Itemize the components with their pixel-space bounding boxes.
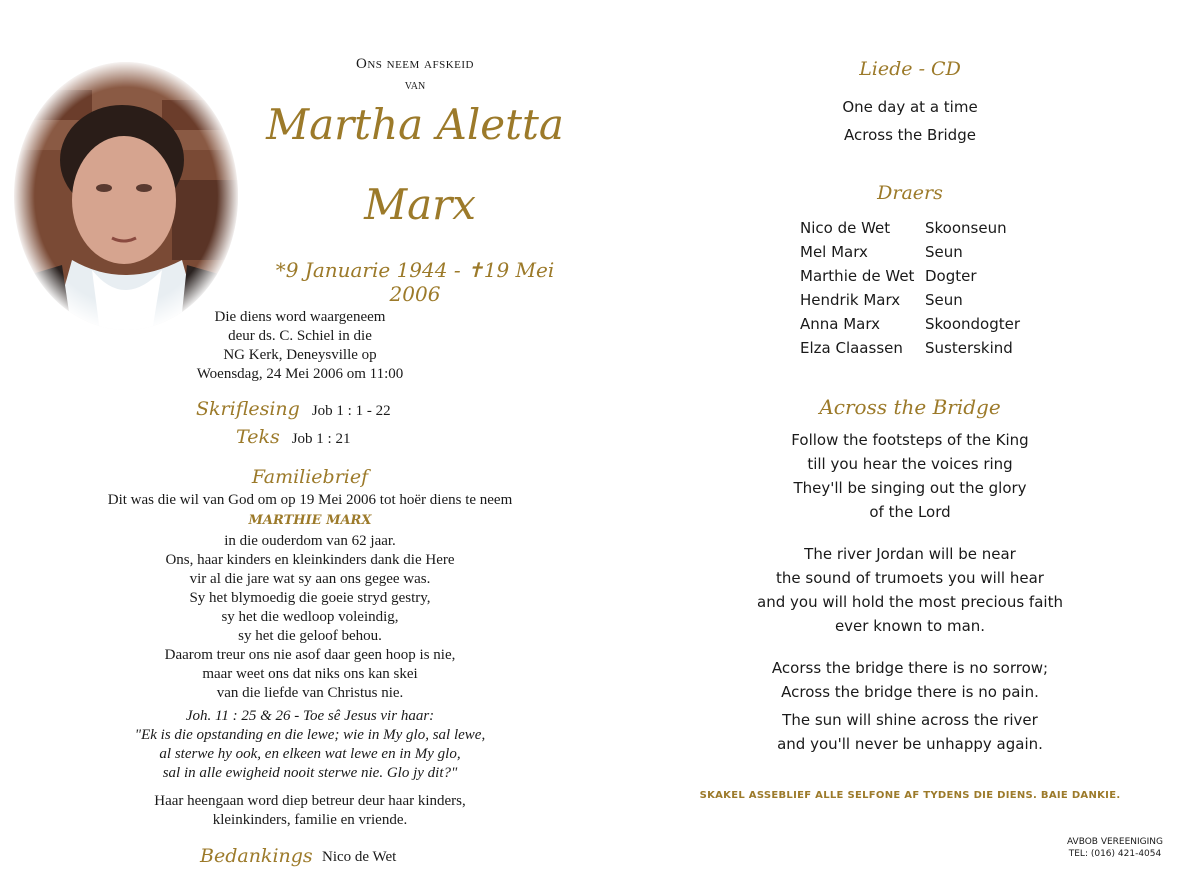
service-line: Woensdag, 24 Mei 2006 om 11:00 [196,366,404,382]
lyric-line: Acorss the bridge there is no sorrow; [771,659,1049,677]
pallbearer-relation: Skoonseun [925,219,1007,237]
lyric-line: and you will hold the most precious faith [757,593,1063,611]
text-reading [236,426,350,448]
songs-cd-list [760,93,1060,149]
thanks-label: Bedankings [200,845,313,867]
service-line: Die diens word waargeneem [214,309,386,325]
song-stanza [700,542,1120,638]
letter-line: vir al die jare wat sy aan ons gegee was. [189,571,431,587]
lyric-line: Across the bridge there is no pain. [781,683,1039,701]
thanks-name: Nico de Wet [322,849,397,865]
pallbearer-relation: Susterskind [925,339,1013,357]
song-title: Across the Bridge [819,395,1001,419]
table-row [800,264,1020,288]
pallbearer-relation: Seun [925,291,963,309]
provider-name: AVBOB VEREENIGING [1066,837,1164,847]
verse-line: Joh. 11 : 25 & 26 - Toe sê Jesus vir haar: [185,708,435,724]
deceased-first-names: Martha Aletta [266,100,564,149]
pallbearer-name: Nico de Wet [800,219,891,237]
letter-line: maar weet ons dat niks ons kan skei [202,666,418,682]
phone-notice: SKAKEL ASSEBLIEF ALLE SELFONE AF TYDENS DIE DIENS. BAIE DANKIE. [699,790,1121,801]
letter-line: van die liefde van Christus nie. [216,685,404,701]
pallbearer-name: Elza Claassen [800,339,903,357]
scripture-label: Skriflesing [196,398,300,420]
pallbearer-relation: Seun [925,243,963,261]
date-separator: - [453,258,461,282]
table-row [800,312,1020,336]
text-label: Teks [236,426,280,448]
lyric-line: Follow the footsteps of the King [791,431,1029,449]
farewell-heading: Ons neem afskeid [355,56,474,72]
mourners-line: kleinkinders, familie en vriende. [212,812,408,828]
songs-cd-title: Liede - CD [859,58,961,80]
pallbearer-relation: Skoondogter [925,315,1021,333]
letter-line: in die ouderdom van 62 jaar. [224,533,396,549]
portrait-photo [12,60,240,332]
verse-line: sal in alle ewigheid nooit sterwe nie. Glo jy dit?" [162,765,458,781]
life-dates [250,258,580,306]
pallbearer-relation: Dogter [925,267,977,285]
service-details [170,308,430,384]
lyric-line: and you'll never be unhappy again. [777,735,1043,753]
lyric-line: The river Jordan will be near [804,545,1016,563]
funeral-provider [1040,836,1190,860]
letter-line: Sy het blymoedig die goeie stryd gestry, [189,590,431,606]
table-row [800,216,1020,240]
letter-line: sy het die wedloop voleindig, [221,609,399,625]
scripture-value: Job 1 : 1 - 22 [311,403,391,419]
lyric-line: The sun will shine across the river [782,711,1038,729]
table-row [800,288,1020,312]
verse-line: al sterwe hy ook, en elkeen wat lewe en in My glo, [159,746,461,762]
table-row [800,336,1020,360]
pallbearer-name: Marthie de Wet [800,267,915,285]
family-letter-body [60,532,560,703]
pallbearers-title: Draers [877,182,943,204]
death-date: 19 Mei 2006 [389,258,555,306]
song-stanza [700,428,1120,524]
star-icon: * [275,258,286,282]
song-stanza [700,708,1120,756]
mourners-note [60,792,560,830]
service-line: NG Kerk, Deneysville op [223,347,377,363]
song-item: Across the Bridge [844,126,976,144]
bible-verse [60,707,560,783]
pallbearer-name: Mel Marx [800,243,868,261]
lyric-line: the sound of trumoets you will hear [776,569,1044,587]
table-row [800,240,1020,264]
mourners-line: Haar heengaan word diep betreur deur haar kinders, [154,793,466,809]
lyric-line: ever known to man. [834,617,986,635]
provider-phone: TEL: (016) 421-4054 [1068,849,1162,859]
family-letter-title: Familiebrief [251,466,369,488]
family-letter-opening: Dit was die wil van God om op 19 Mei 2006 tot hoër diens te neem [107,492,513,508]
family-letter-name: MARTHIE MARX [248,513,372,528]
letter-line: Daarom treur ons nie asof daar geen hoop is nie, [164,647,456,663]
deceased-surname: Marx [364,180,476,229]
lyric-line: They'll be singing out the glory [793,479,1027,497]
song-item: One day at a time [842,98,978,116]
pallbearer-name: Hendrik Marx [800,291,901,309]
text-value: Job 1 : 21 [291,431,351,447]
lyric-line: till you hear the voices ring [807,455,1013,473]
pallbearers-table [800,216,1020,360]
pallbearer-name: Anna Marx [800,315,881,333]
birth-date: 9 Januarie 1944 [285,258,448,282]
letter-line: sy het die geloof behou. [238,628,382,644]
cross-icon: ✝ [466,258,484,282]
verse-line: "Ek is die opstanding en die lewe; wie in My glo, sal lewe, [134,727,486,743]
service-line: deur ds. C. Schiel in die [228,328,372,344]
letter-line: Ons, haar kinders en kleinkinders dank die Here [165,552,455,568]
lyric-line: of the Lord [869,503,951,521]
farewell-heading-of: van [404,78,426,93]
song-stanza [700,656,1120,704]
scripture-reading [196,398,391,420]
